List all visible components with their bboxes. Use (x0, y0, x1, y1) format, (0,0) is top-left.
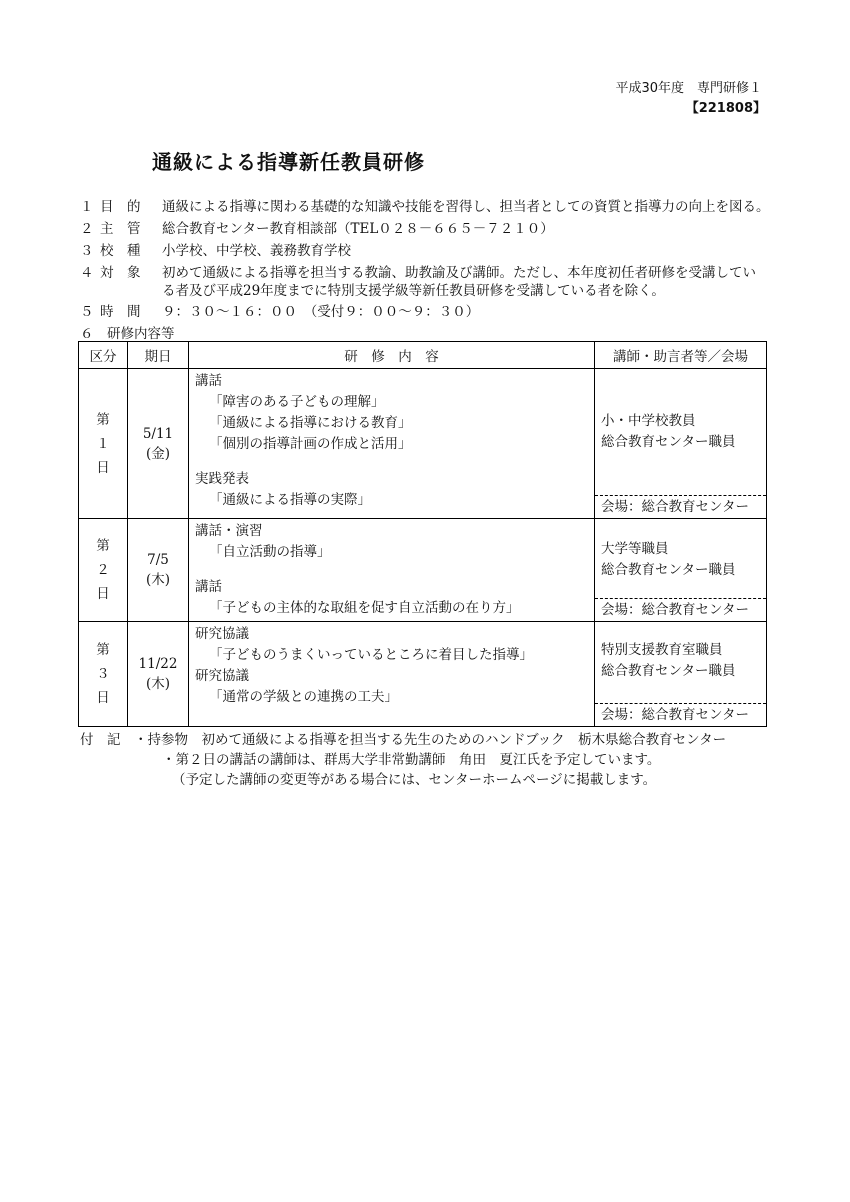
note-line: ・第２日の講話の講師は、群馬大学非常勤講師 角田 夏江氏を予定しています。 (162, 752, 661, 768)
day-char: 第 (96, 642, 110, 658)
document-meta: 平成30年度 専門研修１ (615, 81, 762, 96)
day-label (79, 519, 128, 622)
schedule-table (78, 341, 767, 727)
header-lecturer: 講師・助言者等／会場 (595, 342, 767, 369)
day-char: 日 (96, 586, 110, 602)
content-spacer (195, 455, 588, 469)
header-division: 区分 (79, 342, 128, 369)
venue: 会場：総合教育センター (595, 598, 766, 621)
content-topic: 「子どものうまくいっているところに着目した指導」 (209, 647, 533, 663)
day-char: 第 (96, 538, 110, 554)
lecturer: 特別支援教育室職員 (601, 642, 723, 658)
weekday: (金) (145, 445, 171, 462)
content-topic: 「個別の指導計画の作成と活用」 (209, 436, 412, 452)
table-row (79, 369, 767, 519)
session-date (128, 519, 189, 622)
table-row (79, 622, 767, 727)
content-type: 講話 (195, 373, 222, 389)
content-topic: 「通常の学級との連携の工夫」 (209, 689, 398, 705)
content-type: 実践発表 (195, 471, 249, 487)
course-code: 【221808】 (685, 101, 766, 116)
session-date (128, 369, 189, 519)
lecturer: 小・中学校教員 (601, 413, 696, 429)
session-content (189, 369, 595, 519)
content-topic: 「通級による指導の実際」 (209, 492, 371, 508)
info-num: １ (80, 199, 94, 215)
info-key: 目 的 (100, 199, 141, 215)
venue: 会場：総合教育センター (595, 703, 766, 726)
content-type: 研究協議 (195, 626, 249, 642)
date-value: 11/22 (138, 656, 178, 672)
weekday: (木) (145, 572, 171, 588)
schedule-body (79, 369, 767, 727)
header-content: 研 修 内 容 (189, 342, 595, 369)
content-topic: 「通級による指導における教育」 (209, 415, 412, 431)
session-date (128, 622, 189, 727)
content-topic: 「子どもの主体的な取組を促す自立活動の在り方」 (209, 600, 520, 616)
lecturer-list (595, 369, 766, 453)
lecturer: 総合教育センター職員 (601, 434, 736, 450)
info-school-type (80, 240, 780, 262)
lecturer: 総合教育センター職員 (601, 663, 736, 679)
day-char: １ (96, 435, 110, 452)
section-heading: ６ 研修内容等 (80, 326, 175, 342)
notes (80, 730, 726, 790)
content-type: 講話・演習 (195, 523, 263, 539)
info-value: 総合教育センター教育相談部（TEL０２８－６６５－７２１０） (162, 221, 554, 237)
lecturer-list (595, 519, 766, 581)
info-num: ４ (80, 265, 94, 281)
page-title: 通級による指導新任教員研修 (152, 150, 425, 174)
info-num: ３ (80, 243, 94, 259)
info-value: 通級による指導に関わる基礎的な知識や技能を習得し、担当者としての資質と指導力の向上を図る。 (162, 199, 770, 215)
header-date: 期日 (128, 342, 189, 369)
day-char: ３ (96, 666, 110, 682)
day-label (79, 369, 128, 519)
note-text: ・持参物 初めて通級による指導を担当する先生のためのハンドブック 栃木県総合教育センター (134, 732, 727, 748)
content-type: 講話 (195, 579, 222, 595)
date-value: 7/5 (147, 552, 169, 568)
session-content (189, 519, 595, 622)
info-target-continued: る者及び平成29年度までに特別支援学級等新任教員研修を受講している者を除く。 (162, 283, 665, 299)
content-spacer (195, 563, 588, 577)
lecturer-cell (595, 519, 767, 622)
info-value: 初めて通級による指導を担当する教諭、助教諭及び講師。ただし、本年度初任者研修を受講してい (162, 265, 756, 281)
day-char: 日 (96, 690, 110, 706)
day-char: ２ (96, 562, 110, 578)
table-row (79, 519, 767, 622)
note-line (80, 730, 726, 750)
info-purpose (80, 196, 780, 218)
info-value: ９：３０～１６：００ （受付９：００～９：３０） (162, 304, 480, 320)
lecturer: 大学等職員 (601, 541, 669, 557)
info-key: 主 管 (100, 221, 141, 237)
info-key: 校 種 (100, 243, 141, 259)
lecturer-cell (595, 622, 767, 727)
info-key: 時 間 (100, 304, 141, 320)
content-topic: 「自立活動の指導」 (209, 544, 331, 560)
venue: 会場：総合教育センター (595, 495, 766, 518)
weekday: (木) (145, 676, 171, 692)
day-char: 日 (96, 459, 110, 476)
lecturer-cell (595, 369, 767, 519)
date-value: 5/11 (142, 425, 174, 442)
lecturer-list (595, 622, 766, 682)
session-content (189, 622, 595, 727)
table-header-row (79, 342, 767, 369)
lecturer: 総合教育センター職員 (601, 562, 736, 578)
note-line: （予定した講師の変更等がある場合には、センターホームページに掲載します。 (172, 772, 657, 788)
info-num: ５ (80, 304, 94, 320)
info-time (80, 301, 780, 323)
day-char: 第 (96, 411, 110, 428)
info-key: 対 象 (100, 265, 141, 281)
info-num: ２ (80, 221, 94, 237)
course-info (80, 196, 780, 345)
content-type: 研究協議 (195, 668, 249, 684)
notes-label: 付 記 (80, 732, 121, 748)
day-label (79, 622, 128, 727)
info-value: 小学校、中学校、義務教育学校 (162, 243, 351, 259)
info-organizer (80, 218, 780, 240)
content-topic: 「障害のある子どもの理解」 (209, 394, 385, 410)
